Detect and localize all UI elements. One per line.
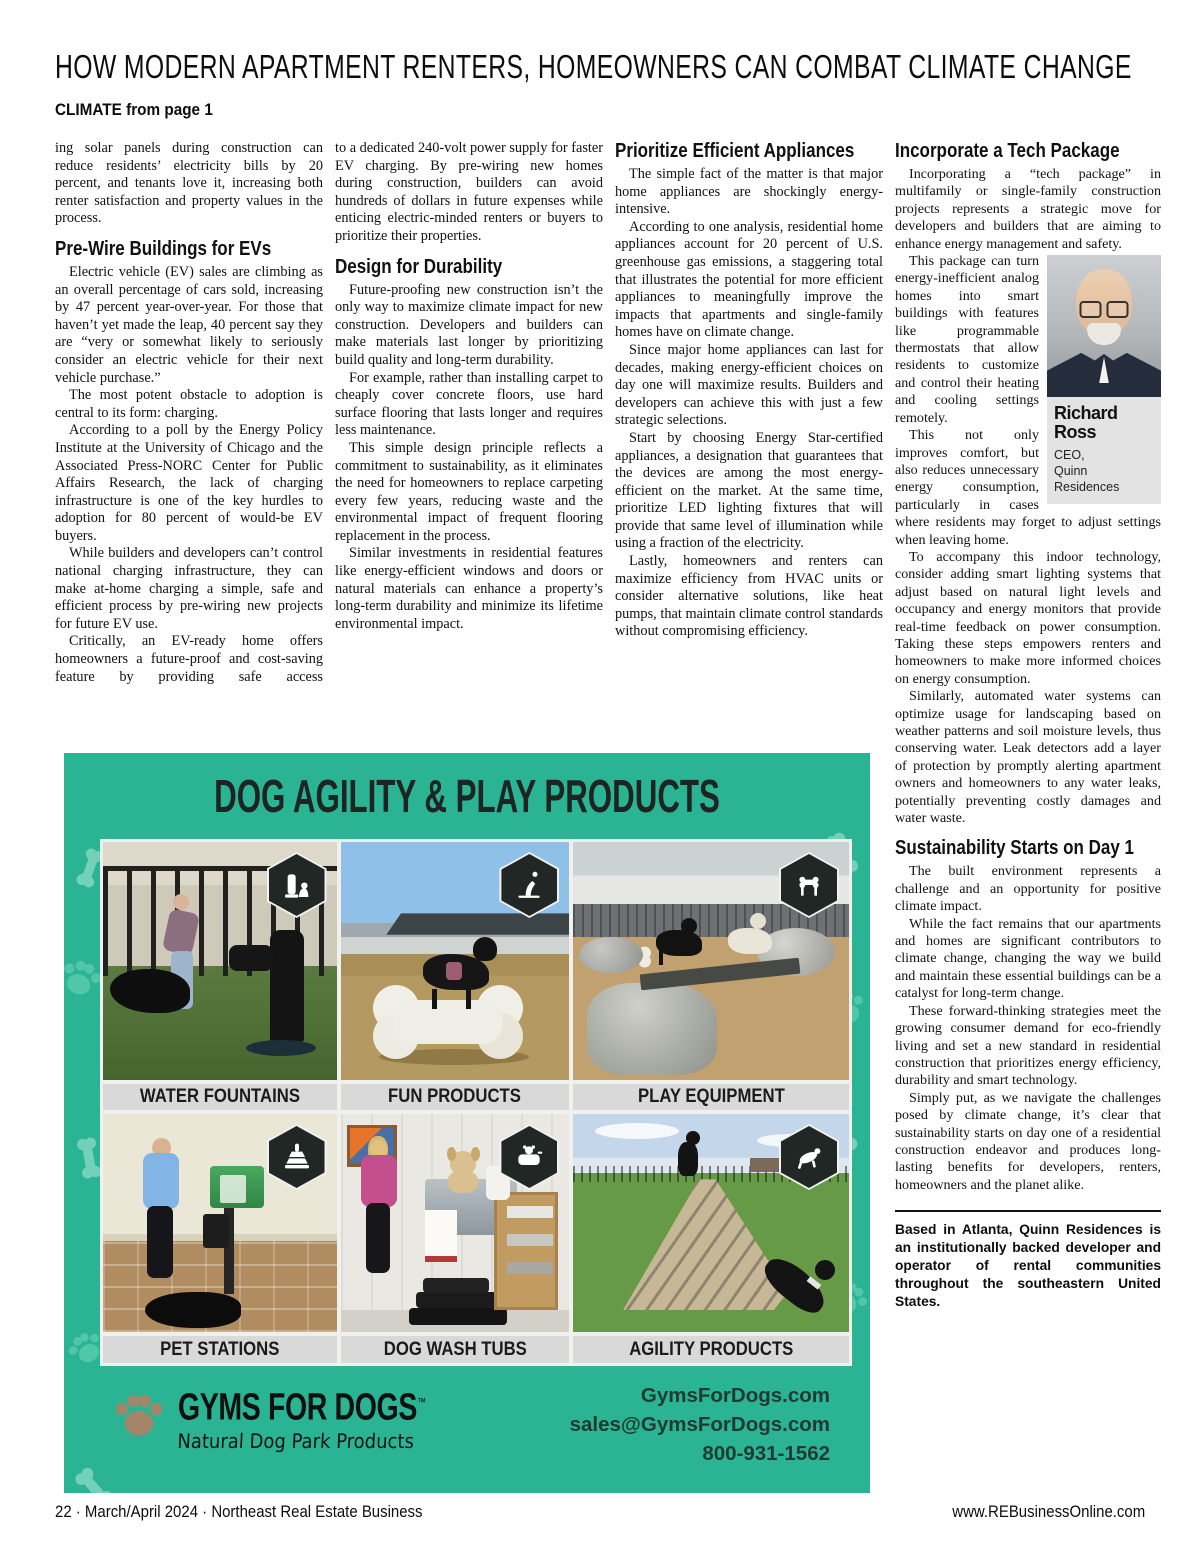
- bone-icon: [194, 1464, 335, 1493]
- divider: [895, 1210, 1161, 1212]
- dog-on-ramp: [678, 1142, 698, 1176]
- paragraph: This not only improves comfort, but also reduces unnecessary energy consumption, particularly in cases where residents may forget to adjust settings when leaving home.: [895, 427, 1161, 548]
- dog-ear: [447, 1147, 456, 1161]
- rock: [579, 937, 643, 973]
- ad-photo-water-fountains: [103, 842, 337, 1080]
- paragraph: Lastly, homeowners and renters can maximize efficiency from HVAC units or consider alternative solutions, like heat pumps, that maintain climate control standards without compromising efficiency.: [615, 553, 883, 640]
- ad-website: GymsForDogs.com: [640, 1384, 830, 1407]
- article-column-2: [335, 140, 603, 633]
- paragraph: Electric vehicle (EV) sales are climbing as an overall percentage of cars sold, increasing by 47 percent year-over-year. For those that haven’t yet made the leap, 40 percent say they are “very or somewhat likely to seriously consider an electric vehicle for their next vehicle purchase.”: [55, 263, 323, 386]
- richard-ross-photo: [1047, 255, 1161, 397]
- caption-label: PLAY EQUIPMENT: [637, 1086, 785, 1107]
- white-dog: [728, 928, 772, 954]
- dog-leg: [432, 989, 437, 1009]
- rock-base: [587, 983, 717, 1075]
- dog-chest: [448, 1171, 478, 1193]
- dog-silhouette: [145, 1292, 241, 1328]
- glasses-icon: [1080, 301, 1129, 318]
- section-heading: Design for Durability: [335, 255, 503, 278]
- dog-leg: [466, 989, 471, 1009]
- portrait-beard: [1087, 323, 1121, 345]
- platform: [639, 957, 800, 990]
- person-legs: [366, 1203, 390, 1273]
- brand-lockup: [110, 1383, 509, 1453]
- caption-agility-products: [573, 1336, 849, 1363]
- ad-photo-agility-products: [573, 1114, 849, 1332]
- paragraph: While builders and developers can’t control national charging infrastructure, they can make at-home charging a simple, safe and efficient process by pre-wiring new projects for future EV use.: [55, 545, 323, 632]
- continuation-kicker: CLIMATE from page 1: [55, 100, 213, 119]
- ad-photo-play-equipment: [573, 842, 849, 1080]
- paragraph: Future-proofing new construction isn’t the only way to maximize climate impact for new construction. Developers and builders can make materials last longer by prioritizing build quality and long-term durability.: [335, 281, 603, 368]
- portrait-company: Quinn Residences: [1054, 464, 1120, 495]
- article-column-4: [895, 140, 1161, 1311]
- section-heading: Sustainability Starts on Day 1: [895, 837, 1135, 860]
- water-fountain-post: [270, 930, 304, 1042]
- person-torso: [143, 1153, 179, 1209]
- towel: [425, 1210, 457, 1262]
- paragraph: For example, rather than installing carpet to cheaply cover concrete floors, use hard surface flooring that lasts longer and requires less maintenance.: [335, 369, 603, 439]
- waste-bin: [203, 1214, 229, 1248]
- paragraph: According to one analysis, residential home appliances account for 20 percent of U.S. greenhouse gas emissions, a staggering total that illustrates the potential for more efficient appliances to meaningfully improve the impacts that apartments and single-family homes have on climate change.: [615, 218, 883, 341]
- caption-label: AGILITY PRODUCTS: [629, 1338, 794, 1360]
- paragraph: The most potent obstacle to adoption is central to its form: charging.: [55, 387, 323, 421]
- caption-label: DOG WASH TUBS: [383, 1338, 527, 1360]
- ad-photo-pet-stations: [103, 1114, 337, 1332]
- paragraph: The built environment represents a challenge and an opportunity for positive climate impact.: [895, 863, 1161, 915]
- paragraph: This simple design principle reflects a commitment to sustainability, as it eliminates the need for homeowners to replace carpeting every few years, reducing waste and the environmental impact of frequent flooring replacement in the process.: [335, 439, 603, 544]
- caption-fun-products: [341, 1084, 570, 1110]
- step-bottom: [409, 1308, 507, 1325]
- paragraph: to a dedicated 240-volt power supply for faster EV charging. By pre-wiring new homes during construction, builders can avoid hundreds of dollars in future expenses while enticing electric-minded renters or buyers to prioritize their properties.: [335, 140, 603, 244]
- paragraph: These forward-thinking strategies meet the growing consumer demand for eco-friendly living and set a new standard in residential construction that prioritizes energy efficiency, durability and smart technology.: [895, 1002, 1161, 1089]
- article-column-3: [615, 140, 883, 641]
- caption-label: FUN PRODUCTS: [388, 1086, 522, 1107]
- paragraph: The simple fact of the matter is that major home appliances are shockingly energy-intensive.: [615, 166, 883, 218]
- ad-email: sales@GymsForDogs.com: [569, 1413, 830, 1436]
- pet-station-icon: [281, 1141, 313, 1173]
- dispenser-sign: [220, 1175, 246, 1203]
- portrait-box: [1047, 255, 1161, 504]
- ad-photo-dog-wash-tubs: [341, 1114, 570, 1332]
- bone-posts-icon: [793, 869, 825, 901]
- brand-name: [178, 1383, 426, 1427]
- agility-ramp: [623, 1179, 788, 1310]
- paragraph: Critically, an EV-ready home offers homeowners a future-proof and cost-saving feature by providing safe access: [55, 633, 323, 685]
- gyms-for-dogs-ad: [64, 753, 870, 1493]
- leaping-dog-icon: [793, 1141, 825, 1173]
- person-legs: [147, 1206, 173, 1278]
- page-title: HOW MODERN APARTMENT RENTERS, HOMEOWNERS CAN COMBAT CLIMATE CHANGE: [55, 48, 1132, 85]
- article-column-1: [55, 140, 323, 686]
- caption-water-fountains: [103, 1084, 337, 1110]
- cloud: [595, 1123, 679, 1139]
- paragraph: While the fact remains that our apartments and homes are significant contributors to climate change, changing the way we build and maintain these essential buildings can be a catalyst for long-term change.: [895, 915, 1161, 1002]
- paragraph: This package can turn energy-inefficient analog homes into smart buildings with features like programmable thermostats that allow residents to customize and control their heating and cooling settings remotely.: [895, 253, 1039, 426]
- folded-towel: [507, 1234, 553, 1246]
- dog-in-tub-icon: [513, 1141, 545, 1173]
- folded-towel: [507, 1262, 553, 1274]
- portrait-name: Richard Ross: [1054, 403, 1118, 443]
- paragraph: Similar investments in residential features like energy-efficient windows and doors or natural materials can enhance a property’s long-term durability and minimize its lifetime environmental impact.: [335, 545, 603, 632]
- dog-head: [473, 937, 497, 961]
- paragraph: Similarly, automated water systems can optimize usage for landscaping based on weather patterns and soil moisture levels, thus conserving water. Leak detectors add a layer of protection by promptly alerting apartment owners and homeowners to any water leaks, potentially preventing costly damages and water waste.: [895, 688, 1161, 827]
- wrap-block: [895, 253, 1161, 549]
- dog-on-ramp-head: [686, 1131, 700, 1145]
- paw-logo-icon: [110, 1387, 168, 1443]
- black-dog: [656, 930, 702, 956]
- portrait-caption: [1047, 397, 1161, 504]
- ad-title: DOG AGILITY & PLAY PRODUCTS: [214, 770, 720, 822]
- ad-photo-grid: [100, 839, 852, 1366]
- brand-name-text: GYMS FOR DOGS: [178, 1386, 417, 1429]
- water-fountain-icon: [281, 869, 313, 901]
- caption-label: PET STATIONS: [160, 1338, 280, 1360]
- building-roof: [386, 913, 569, 934]
- paragraph: To accompany this indoor technology, consider adding smart lighting systems that adjust based on natural light levels and occupancy and energy monitors that provide real-time feedback on power consumption. Taking these steps empowers renters and homeowners to make more informed choices on energy consumption.: [895, 548, 1161, 687]
- ad-photo-fun-products: [341, 842, 570, 1080]
- dog-harness: [446, 962, 462, 980]
- dog-silhouette: [110, 969, 190, 1013]
- dog-leg: [659, 949, 663, 965]
- footer-website: www.REBusinessOnline.com: [952, 1502, 1145, 1521]
- brand-tagline: Natural Dog Park Products: [176, 1428, 415, 1453]
- dog-ear: [471, 1147, 480, 1161]
- trademark-symbol: ™: [416, 1395, 426, 1409]
- caption-label: WATER FOUNTAINS: [139, 1086, 300, 1107]
- jumping-dog-icon: [513, 869, 545, 901]
- ad-contact-block: [570, 1381, 830, 1468]
- caption-pet-stations: [103, 1336, 337, 1363]
- folded-towel: [507, 1206, 553, 1218]
- bone-sculpture: [373, 985, 523, 1059]
- paragraph: Incorporating a “tech package” in multifamily or single-family construction projects represents a strategic move for developers and builders that are aiming to enhance energy management and safety.: [895, 166, 1161, 252]
- portrait-title: CEO,: [1054, 448, 1085, 463]
- footer-issue-info: 22 · March/April 2024 · Northeast Real Estate Business: [55, 1502, 423, 1521]
- section-heading: Pre-Wire Buildings for EVs: [55, 237, 272, 260]
- section-heading: Incorporate a Tech Package: [895, 140, 1120, 162]
- ad-phone: 800-931-1562: [702, 1442, 830, 1465]
- paragraph: According to a poll by the Energy Policy Institute at the University of Chicago and the Associated Press-NORC Center for Public Affairs Research, the lack of charging infrastructure is one of the key hurdles to adoption for 80 percent of would-be EV buyers.: [55, 422, 323, 544]
- caption-play-equipment: [573, 1084, 849, 1110]
- page-footer: [55, 1502, 1145, 1522]
- person-torso: [361, 1155, 397, 1207]
- water-bowl: [246, 1040, 316, 1056]
- fountain-arm: [229, 945, 273, 971]
- paragraph: Start by choosing Energy Star-certified appliances, a designation that guarantees that the devices are among the most energy-efficient on the market. At the same time, prioritize LED lighting fixtures that will provide that same level of illumination while using a fraction of the electricity.: [615, 429, 883, 552]
- paragraph: ing solar panels during construction can reduce residents’ electricity bills by 20 percent, and tenants love it, increasing both renter satisfaction and property values in the process.: [55, 140, 323, 227]
- company-tagline: Based in Atlanta, Quinn Residences is an institutionally backed developer and operator of rental communities throughout the southeastern United States.: [895, 1222, 1161, 1310]
- step-middle: [416, 1292, 498, 1308]
- paragraph: Since major home appliances can last for decades, making energy-efficient choices on day one will maximize results. Builders and developers can achieve this with just a few strategic selections.: [615, 341, 883, 429]
- step-top: [423, 1278, 489, 1293]
- section-heading: Prioritize Efficient Appliances: [615, 140, 855, 162]
- caption-dog-wash-tubs: [341, 1336, 570, 1363]
- paragraph: Simply put, as we navigate the challenges posed by climate change, it’s clear that sustainability starts on day one of a residential construction endeavor and produces long-lasting benefits for developers, renters, homeowners and the planet alike.: [895, 1089, 1161, 1193]
- black-dog-head: [681, 918, 697, 934]
